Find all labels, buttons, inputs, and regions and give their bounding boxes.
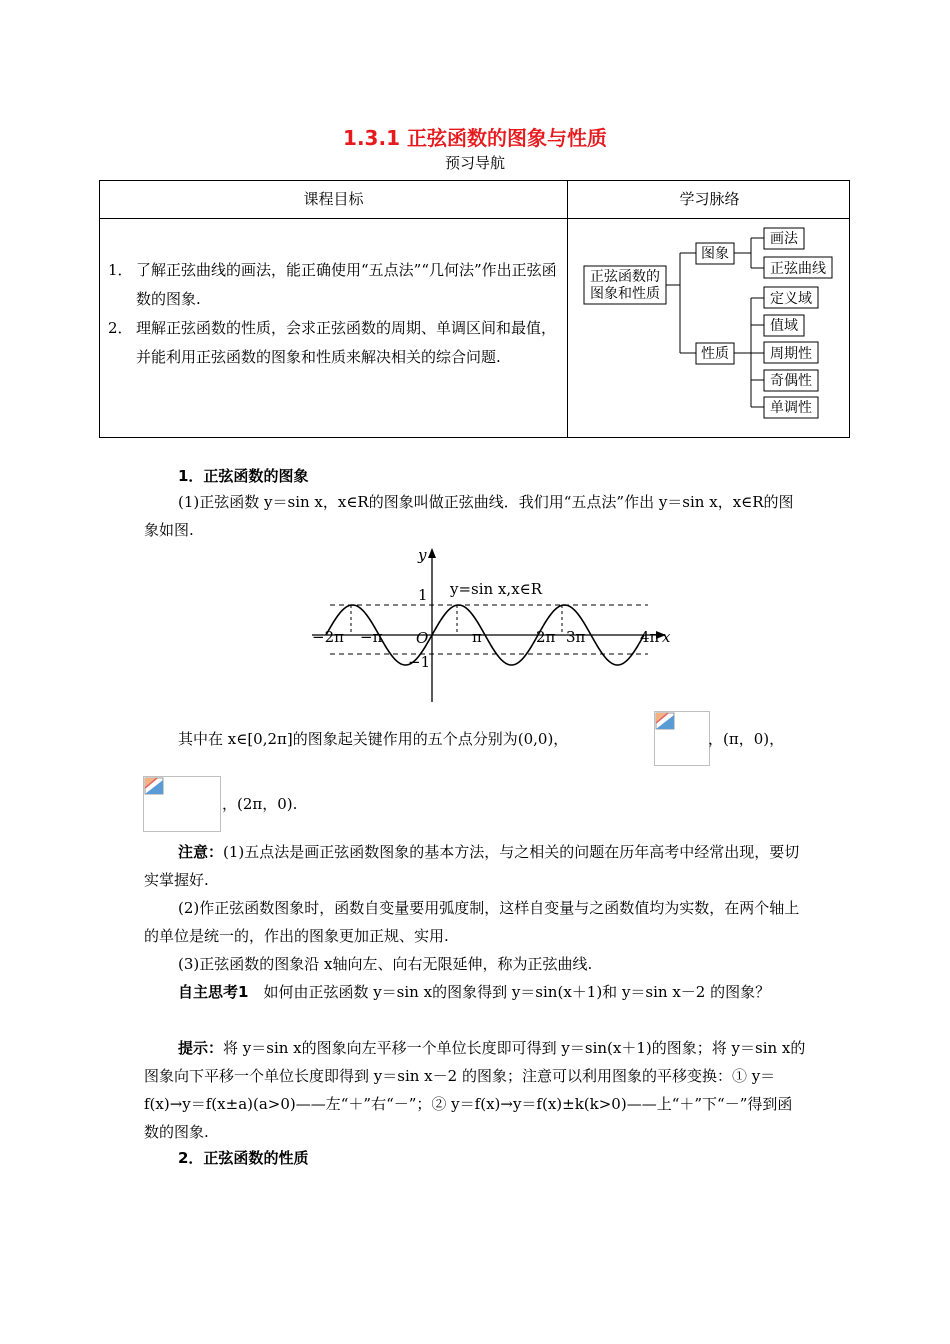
paragraph-five-points-cont: ，(π，0)， bbox=[708, 730, 785, 748]
mindmap-branch-property: 性质 bbox=[701, 346, 729, 362]
think-label: 自主思考1 bbox=[178, 983, 249, 1001]
think-question bbox=[144, 978, 806, 1006]
image-placeholder-icon bbox=[144, 777, 164, 795]
goal-number: 2． bbox=[108, 319, 133, 337]
mindmap-root-line1: 正弦函数的 bbox=[590, 269, 660, 285]
goal-item bbox=[108, 256, 558, 314]
section2-heading: 2．正弦函数的性质 bbox=[178, 1149, 309, 1167]
origin-label: O bbox=[416, 629, 429, 647]
overview-table bbox=[99, 180, 850, 438]
note-label: 注意： bbox=[178, 843, 224, 861]
x-tick-label: π bbox=[472, 628, 482, 646]
table-header-goals: 课程目标 bbox=[303, 190, 364, 208]
mindmap-leaf: 周期性 bbox=[770, 346, 812, 362]
x-tick-label: −π bbox=[360, 628, 383, 646]
note-2: (2)作正弦函数图象时，函数自变量要用弧度制，这样自变量与之函数值均为实数，在两个轴上的单位是统一的，作出的图象更加正规、实用. bbox=[144, 899, 800, 945]
y-tick-minus-one: −1 bbox=[408, 653, 431, 671]
goal-text: 理解正弦函数的性质，会求正弦函数的周期、单调区间和最值，并能利用正弦函数的图象和性质来解决相关的综合问题. bbox=[136, 319, 557, 366]
x-tick-label: −2π bbox=[312, 628, 344, 646]
mindmap-root-line2: 图象和性质 bbox=[590, 286, 660, 302]
mindmap-leaf: 定义域 bbox=[770, 291, 812, 307]
page-title: 1.3.1 正弦函数的图象与性质 bbox=[343, 126, 607, 150]
table-header-outline: 学习脉络 bbox=[679, 190, 740, 208]
x-tick-label: 3π bbox=[566, 628, 586, 646]
note-1-text: (1)五点法是画正弦函数图象的基本方法，与之相关的问题在历年高考中经常出现，要切实掌握好. bbox=[144, 843, 800, 889]
note-1 bbox=[144, 838, 806, 894]
paragraph-sine-curve: (1)正弦函数 y＝sin x，x∈R的图象叫做正弦曲线．我们用“五点法”作出 y＝sin x，x∈R的图象如图. bbox=[144, 493, 794, 539]
y-axis-label: y bbox=[418, 546, 427, 564]
x-tick-label: 2π bbox=[536, 628, 556, 646]
broken-image-icon bbox=[654, 711, 710, 766]
mindmap-leaf: 奇偶性 bbox=[770, 373, 812, 389]
section-subtitle: 预习导航 bbox=[444, 154, 505, 172]
hint-text: 将 y＝sin x的图象向左平移一个单位长度即可得到 y＝sin(x＋1)的图象；将 y＝sin x的图象向下平移一个单位长度即得到 y＝sin x－2 的图象；注意可以利用图象的平移变换：① y＝f(x)→y＝f(x±a)(a>0)——左“＋”右“－”；② y＝f(x)→y＝f(x)±k(k>0)——上“＋”下“－”得到函数的图象. bbox=[144, 1039, 806, 1141]
goal-item bbox=[108, 314, 558, 372]
mind-map bbox=[568, 219, 850, 438]
paragraph-five-points-end: ，(2π，0). bbox=[222, 795, 298, 813]
goal-text: 了解正弦曲线的画法，能正确使用“五点法”“几何法”作出正弦函数的图象. bbox=[136, 261, 557, 308]
mindmap-leaf: 单调性 bbox=[770, 400, 812, 416]
broken-image-icon bbox=[143, 776, 221, 832]
x-tick-label: 4π bbox=[640, 628, 660, 646]
paragraph-five-points: 其中在 x∈[0,2π]的图象起关键作用的五个点分别为(0,0)， bbox=[178, 730, 569, 748]
section1-heading: 1．正弦函数的图象 bbox=[178, 467, 309, 485]
curve-label: y=sin x,x∈R bbox=[450, 580, 543, 598]
mindmap-leaf: 值域 bbox=[770, 318, 798, 334]
image-placeholder-icon bbox=[655, 712, 675, 730]
x-axis-label: x bbox=[662, 628, 671, 646]
mindmap-leaf: 正弦曲线 bbox=[770, 261, 826, 277]
hint bbox=[144, 1034, 806, 1146]
y-tick-one: 1 bbox=[418, 586, 428, 604]
think-text: 如何由正弦函数 y＝sin x的图象得到 y＝sin(x＋1)和 y＝sin x－2 的图象？ bbox=[248, 983, 771, 1001]
note-3: (3)正弦函数的图象沿 x轴向左、向右无限延伸，称为正弦曲线. bbox=[178, 955, 593, 973]
mindmap-branch-image: 图象 bbox=[701, 246, 729, 262]
sine-graph bbox=[300, 540, 680, 705]
goal-number: 1． bbox=[108, 261, 133, 279]
goals-list bbox=[108, 256, 558, 372]
hint-label: 提示： bbox=[178, 1039, 224, 1057]
mindmap-leaf: 画法 bbox=[770, 231, 798, 247]
y-axis-arrow-icon bbox=[428, 548, 436, 558]
